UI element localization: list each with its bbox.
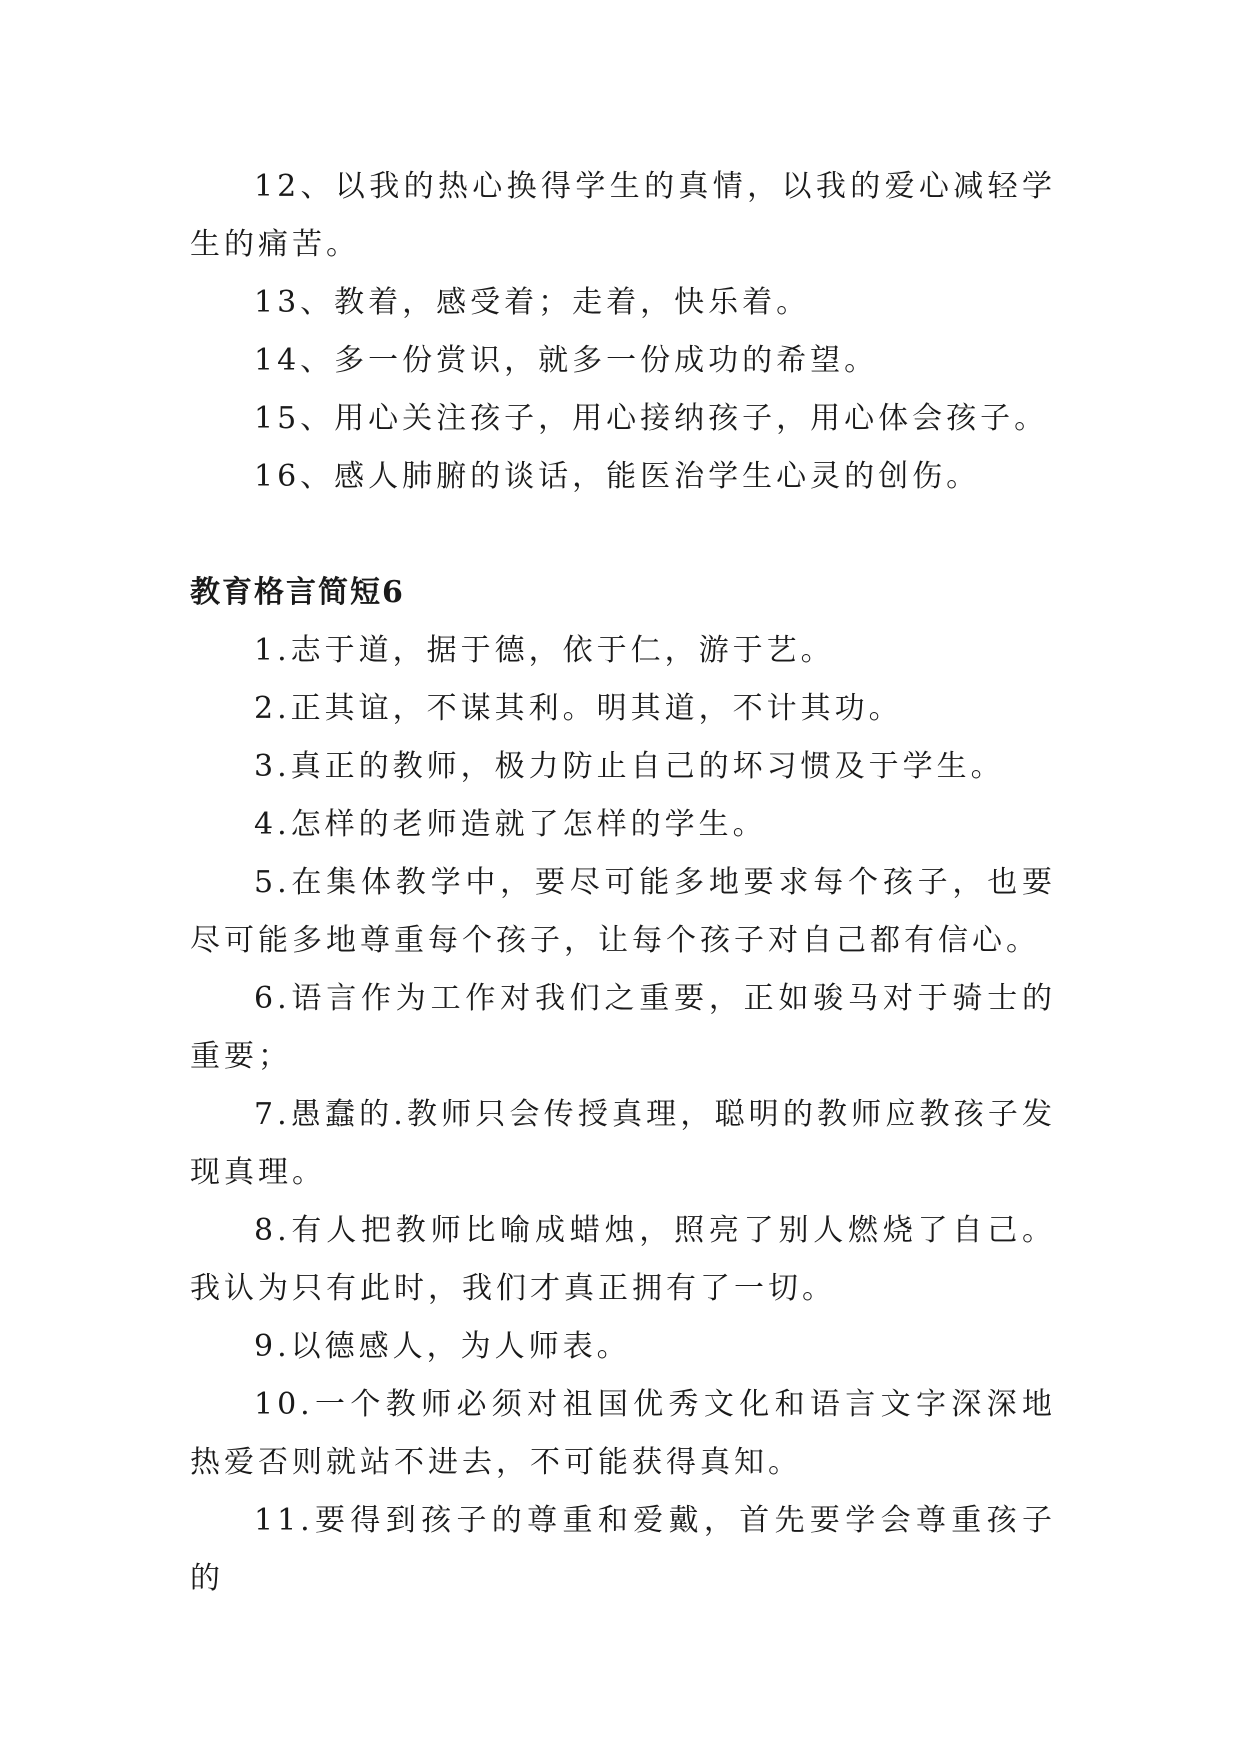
section-1 (190, 158, 1056, 506)
quote-item: 1.志于道，据于德，依于仁，游于艺。 (254, 633, 835, 668)
section-2 (190, 564, 1056, 1608)
document-page (190, 158, 1056, 1608)
quote-item: 11.要得到孩子的尊重和爱戴，首先要学会尊重孩子的 (190, 1503, 1056, 1596)
quote-item: 14、多一份赏识，就多一份成功的希望。 (254, 343, 879, 378)
quote-item: 4.怎样的老师造就了怎样的学生。 (254, 807, 767, 842)
quote-item: 2.正其谊，不谋其利。明其道，不计其功。 (254, 691, 903, 726)
quote-item: 8.有人把教师比喻成蜡烛，照亮了别人燃烧了自己。我认为只有此时，我们才真正拥有了一切。 (190, 1213, 1056, 1306)
quote-item: 6.语言作为工作对我们之重要，正如骏马对于骑士的重要； (190, 981, 1056, 1074)
quote-item: 10.一个教师必须对祖国优秀文化和语言文字深深地热爱否则就站不进去，不可能获得真知。 (190, 1387, 1056, 1480)
quote-item: 12、以我的热心换得学生的真情，以我的爱心减轻学生的痛苦。 (190, 169, 1056, 262)
quote-item: 3.真正的教师，极力防止自己的坏习惯及于学生。 (254, 749, 1005, 784)
section-gap (190, 506, 1056, 564)
quote-item: 16、感人肺腑的谈话，能医治学生心灵的创伤。 (254, 459, 981, 494)
quote-item: 7.愚蠢的.教师只会传授真理，聪明的教师应教孩子发现真理。 (190, 1097, 1056, 1190)
quote-item: 13、教着，感受着；走着，快乐着。 (254, 285, 811, 320)
quote-item: 9.以德感人，为人师表。 (254, 1329, 631, 1364)
quote-item: 5.在集体教学中，要尽可能多地要求每个孩子，也要尽可能多地尊重每个孩子，让每个孩子对自己都有信心。 (190, 865, 1056, 958)
section-title: 教育格言简短6 (190, 575, 405, 610)
quote-item: 15、用心关注孩子，用心接纳孩子，用心体会孩子。 (254, 401, 1049, 436)
